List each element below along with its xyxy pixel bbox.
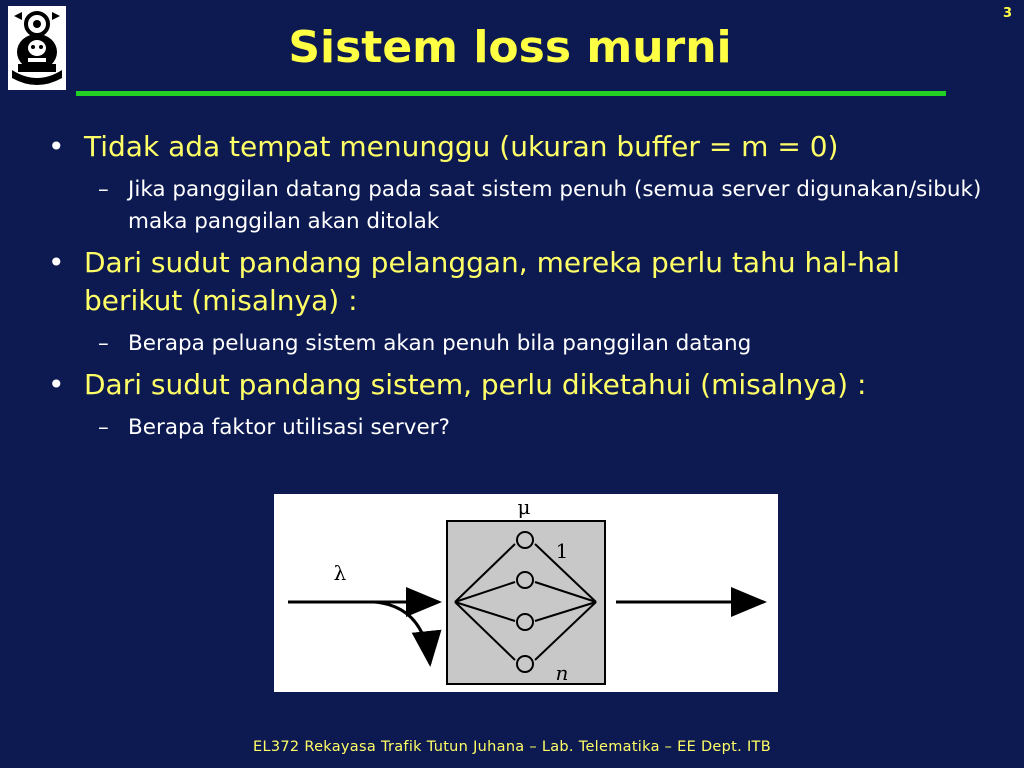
last-server-label: n xyxy=(555,661,569,685)
itb-logo-icon xyxy=(8,6,66,90)
sub-bullet-item xyxy=(44,174,1004,238)
sub-bullet-dash: – xyxy=(98,331,109,356)
page-number: 3 xyxy=(1002,6,1012,21)
sub-bullet-dash: – xyxy=(98,415,109,440)
sub-bullet-text: Berapa peluang sistem akan penuh bila panggilan datang xyxy=(128,331,752,356)
sub-bullet-item xyxy=(44,328,1004,360)
bullet-dot: • xyxy=(48,130,65,163)
slide-title: Sistem loss murni xyxy=(288,22,732,73)
bullet-text: Tidak ada tempat menunggu (ukuran buffer = m = 0) xyxy=(84,130,839,163)
sub-bullet-text: Jika panggilan datang pada saat sistem penuh (semua server digunakan/sibuk) maka panggilan akan ditolak xyxy=(128,177,982,234)
bullet-item xyxy=(44,128,1004,166)
slide-footer: EL372 Rekayasa Trafik Tutun Juhana – Lab. Telematika – EE Dept. ITB xyxy=(253,739,771,755)
arrival-rate-label: λ xyxy=(333,561,347,585)
sub-bullet-item xyxy=(44,412,1004,444)
bullet-text: Dari sudut pandang pelanggan, mereka perlu tahu hal-hal berikut (misalnya) : xyxy=(84,246,900,317)
loss-system-diagram xyxy=(274,494,778,692)
server-box xyxy=(447,521,605,684)
sub-bullet-dash: – xyxy=(98,177,109,202)
first-server-label: 1 xyxy=(555,539,569,563)
bullet-text: Dari sudut pandang sistem, perlu diketahui (misalnya) : xyxy=(84,368,867,401)
bullet-list xyxy=(44,128,1004,450)
blocked-arrow xyxy=(374,602,430,664)
title-underline xyxy=(76,91,946,96)
bullet-dot: • xyxy=(48,368,65,401)
service-rate-label: μ xyxy=(517,495,531,519)
bullet-item xyxy=(44,366,1004,404)
bullet-item xyxy=(44,244,1004,320)
sub-bullet-text: Berapa faktor utilisasi server? xyxy=(128,415,450,440)
bullet-dot: • xyxy=(48,246,65,279)
